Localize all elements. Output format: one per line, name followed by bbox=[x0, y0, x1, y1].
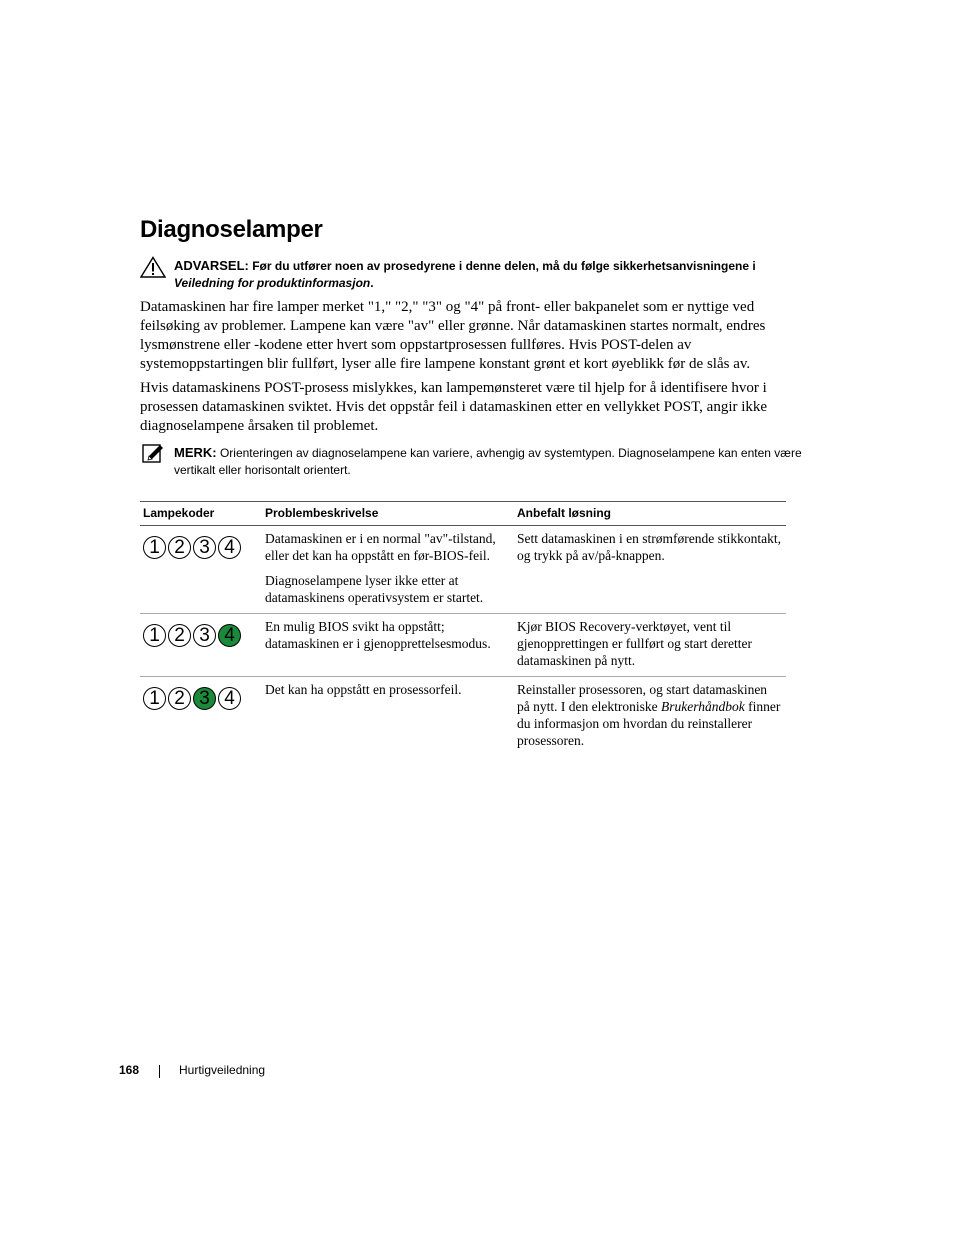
lamp-pattern bbox=[143, 530, 258, 559]
header-lamp-codes: Lampekoder bbox=[140, 502, 262, 526]
diagnostic-lamp-table bbox=[140, 501, 786, 756]
lamp-2: 2 bbox=[168, 536, 191, 559]
lamp-pattern bbox=[143, 618, 258, 647]
solution-cell bbox=[514, 526, 786, 614]
problem-text: En mulig BIOS svikt ha oppstått; datamaskinen er i gjenopprettelsesmodus. bbox=[265, 619, 491, 651]
solution-text: Kjør BIOS Recovery-verktøyet, vent til gjenopprettingen er fullført og start deretter datamaskinen på nytt. bbox=[517, 619, 753, 668]
lamp-3: 3 bbox=[193, 624, 216, 647]
problem-cell bbox=[262, 614, 514, 677]
intro-paragraph: Datamaskinen har fire lamper merket "1," "2," "3" og "4" på front- eller bakpanelet som er nyttige ved feilsøking av problemer. Lampene kan være "av" eller grønne. Når datamaskinen startes normalt, endres lysmønstrene eller -kodene etter hvert som oppstartprosessen fullføres. Hvis POST-delen av systemoppstartingen blir fullført, lyser alle fire lampene konstant grønt et kort øyeblikk før de slås av. bbox=[140, 299, 766, 372]
lamp-3: 3 bbox=[193, 687, 216, 710]
table-header-row bbox=[140, 502, 786, 526]
problem-cell bbox=[262, 526, 514, 614]
warning-text: Før du utfører noen av prosedyrene i denne delen, må du følge sikkerhetsanvisningene i bbox=[252, 259, 756, 273]
table-row bbox=[140, 614, 786, 677]
footer-section-title: Hurtigveiledning bbox=[179, 1063, 266, 1077]
solution-text: Reinstaller prosessoren, og start datamaskinen på nytt. I den elektroniske Brukerhåndbok finner du informasjon om hvordan du reinstallerer prosessoren. bbox=[517, 682, 781, 748]
header-problem: Problembeskrivelse bbox=[262, 502, 514, 526]
problem-text: Diagnoselampene lyser ikke etter at datamaskinens operativsystem er startet. bbox=[265, 573, 484, 605]
problem-text: Det kan ha oppstått en prosessorfeil. bbox=[265, 682, 462, 697]
lamp-1: 1 bbox=[143, 687, 166, 710]
lamp-code-cell bbox=[140, 526, 262, 614]
lamp-4: 4 bbox=[218, 536, 241, 559]
page-number: 168 bbox=[119, 1063, 140, 1077]
note-label: MERK: bbox=[174, 445, 217, 460]
lamp-pattern bbox=[143, 681, 258, 710]
note-notice bbox=[140, 444, 812, 479]
solution-text: Sett datamaskinen i en strømførende stikkontakt, og trykk på av/på-knappen. bbox=[517, 531, 781, 563]
warning-label: ADVARSEL: bbox=[174, 258, 249, 273]
table-row bbox=[140, 677, 786, 757]
lamp-1: 1 bbox=[143, 624, 166, 647]
warning-end: . bbox=[370, 276, 374, 290]
lamp-2: 2 bbox=[168, 624, 191, 647]
problem-cell bbox=[262, 677, 514, 757]
header-solution: Anbefalt løsning bbox=[514, 502, 786, 526]
lamp-code-cell bbox=[140, 677, 262, 757]
lamp-2: 2 bbox=[168, 687, 191, 710]
lamp-1: 1 bbox=[143, 536, 166, 559]
lamp-4: 4 bbox=[218, 624, 241, 647]
note-text: Orienteringen av diagnoselampene kan variere, avhengig av systemtypen. Diagnoselampene kan enten være vertikalt eller horisontalt orientert. bbox=[174, 446, 802, 477]
lamp-4: 4 bbox=[218, 687, 241, 710]
solution-cell bbox=[514, 614, 786, 677]
lamp-code-cell bbox=[140, 614, 262, 677]
warning-triangle-icon bbox=[140, 256, 166, 278]
solution-cell bbox=[514, 677, 786, 757]
lamp-3: 3 bbox=[193, 536, 216, 559]
warning-reference: Veiledning for produktinformasjon bbox=[174, 276, 371, 290]
page-title: Diagnoselamper bbox=[140, 216, 323, 243]
problem-text: Datamaskinen er i en normal "av"-tilstand, eller det kan ha oppstått en før-BIOS-feil. bbox=[265, 531, 496, 563]
warning-notice bbox=[140, 257, 812, 292]
note-pencil-icon bbox=[140, 443, 166, 465]
table-row bbox=[140, 526, 786, 614]
post-paragraph: Hvis datamaskinens POST-prosess mislykkes, kan lampemønsteret være til hjelp for å identifisere hvor i prosessen datamaskinen sviktet. Hvis det oppstår feil i datamaskinen etter en vellykket POST, angir ikke diagnoselampene årsaken til problemet. bbox=[140, 380, 768, 434]
footer-separator bbox=[159, 1065, 160, 1078]
